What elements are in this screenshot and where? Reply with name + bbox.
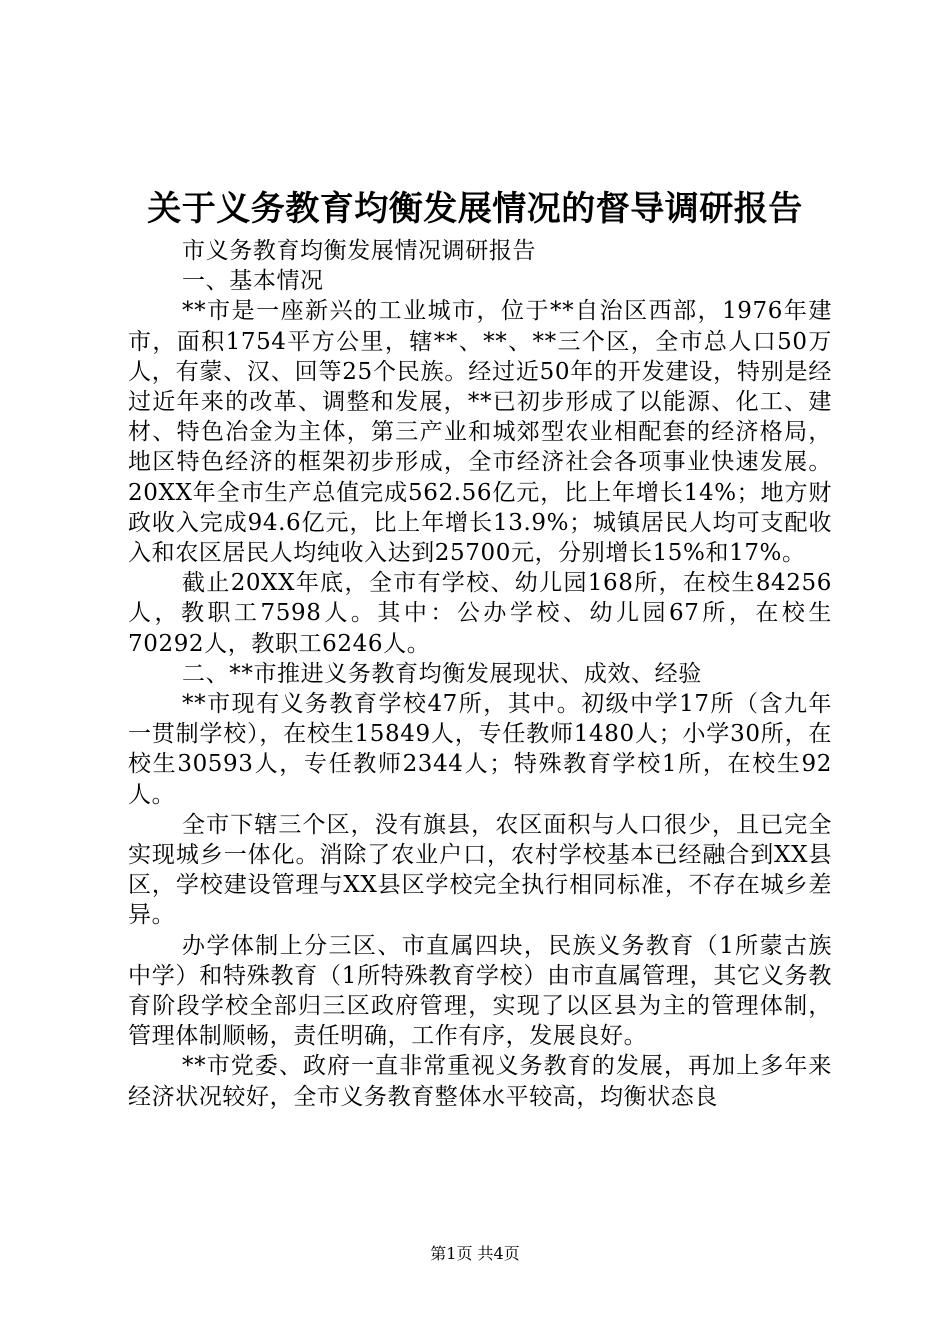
section-heading-progress: 二、**市推进义务教育均衡发展现状、成效、经验 xyxy=(182,660,702,687)
paragraph-government-support: **市党委、政府一直非常重视义务教育的发展，再加上多年来经济状况较好，全市义务教育整体水平较高，均衡状态良 xyxy=(128,1053,832,1110)
paragraph-urban-rural: 全市下辖三个区，没有旗县，农区面积与人口很少，且已完全实现城乡一体化。消除了农业户口，农村学校基本已经融合到XX县区，学校建设管理与XX县区学校完全执行相同标准，不存在城乡差异。 xyxy=(128,811,832,929)
paragraph-management-system: 办学体制上分三区、市直属四块，民族义务教育（1所蒙古族中学）和特殊教育（1所特殊教育学校）由市直属管理，其它义务教育阶段学校全部归三区政府管理，实现了以区县为主的管理体制，管理体制顺畅，责任明确，工作有序，发展良好。 xyxy=(128,932,832,1050)
document-body xyxy=(128,236,832,1112)
subtitle-paragraph: 市义务教育均衡发展情况调研报告 xyxy=(182,238,537,264)
document-title: 关于义务教育均衡发展情况的督导调研报告 xyxy=(147,189,803,229)
paragraph-school-statistics: 截止20XX年底，全市有学校、幼儿园168所，在校生84256人，教职工7598人。其中：公办学校、幼儿园67所，在校生70292人，教职工6246人。 xyxy=(128,570,832,657)
page-number-footer: 第1页 共4页 xyxy=(430,1244,520,1263)
paragraph-city-overview: **市是一座新兴的工业城市，位于**自治区西部，1976年建市，面积1754平方公里，辖**、**、**三个区，全市总人口50万人，有蒙、汉、回等25个民族。经过近50年的开发建设，特别是经过近年来的改革、调整和发展，**已初步形成了以能源、化工、建材、特色冶金为主体，第三产业和城郊型农业相配套的经济格局，地区特色经济的框架初步形成，全市经济社会各项事业快速发展。20XX年全市生产总值完成562.56亿元，比上年增长14%；地方财政收入完成94.6亿元，比上年增长13.9%；城镇居民人均可支配收入和农区居民人均纯收入达到25700元，分别增长15%和17%。 xyxy=(128,298,832,567)
paragraph-compulsory-schools: **市现有义务教育学校47所，其中。初级中学17所（含九年一贯制学校），在校生15849人，专任教师1480人；小学30所，在校生30593人，专任教师2344人；特殊教育学校1所，在校生92人。 xyxy=(128,691,832,808)
section-heading-basic-situation: 一、基本情况 xyxy=(182,268,324,295)
